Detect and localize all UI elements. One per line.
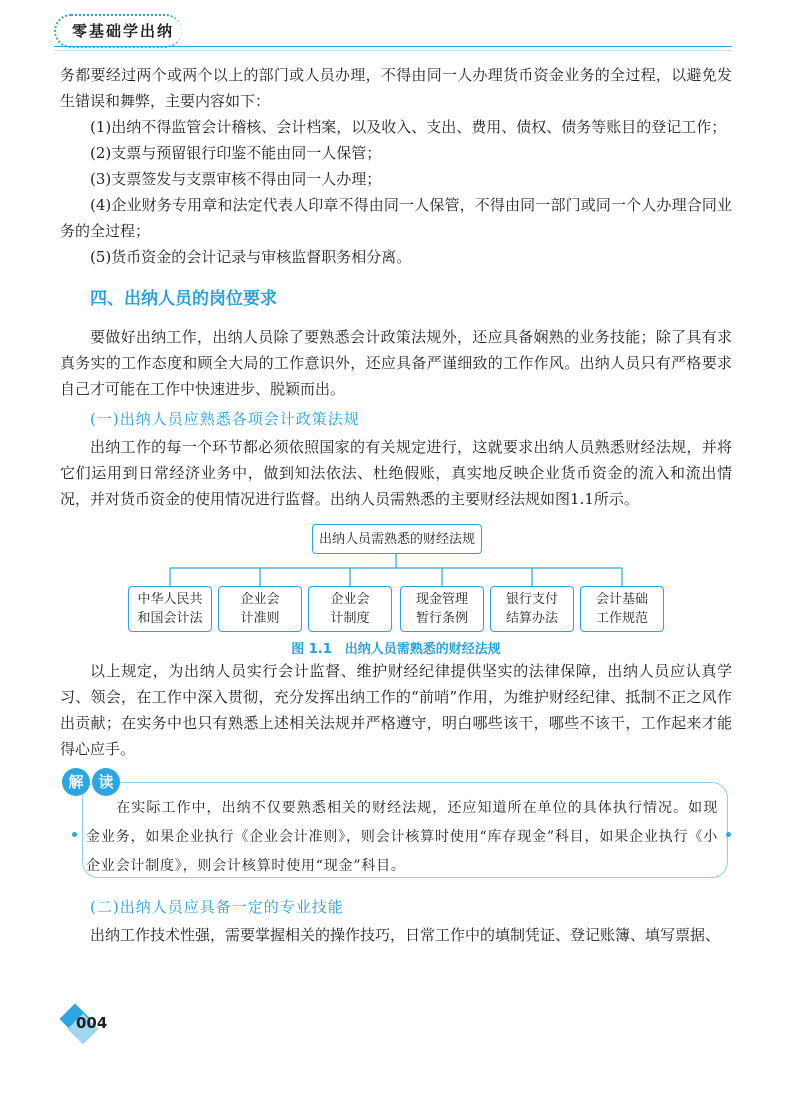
page-number: 004 <box>76 1014 108 1032</box>
subsection-2-paragraph: 出纳工作技术性强，需要掌握相关的操作技巧，日常工作中的填制凭证、登记账簿、填写票据、 <box>90 926 721 944</box>
node-3-line2: 计制度 <box>330 611 370 626</box>
section-intro-paragraph: 要做好出纳工作，出纳人员除了要熟悉会计政策法规外，还应具备娴熟的业务技能；除了具有求真务实的工作态度和顾全大局的工作意识外，还应具备严谨细致的工作作风。出纳人员只有严格要求自己才可能在工作中快速进步、脱颖而出。 <box>60 328 732 398</box>
book-title: 零基础学出纳 <box>72 22 175 40</box>
diagram-node-1 <box>128 586 212 632</box>
node-1-line1: 中华人民共 <box>137 592 203 607</box>
node-1-line2: 和国会计法 <box>137 611 203 626</box>
diagram-node-6 <box>580 586 664 632</box>
frame-dot-left <box>72 832 77 837</box>
node-4-line2: 暂行条例 <box>415 611 468 626</box>
header-rule <box>54 46 732 47</box>
node-5-line2: 结算办法 <box>505 611 558 626</box>
list-item-2: (2)支票与预留银行印鉴不能由同一人保管； <box>90 144 382 162</box>
diagram-node-4 <box>400 586 484 632</box>
paragraph-continuation: 务都要经过两个或两个以上的部门或人员办理，不得由同一人办理货币资金业务的全过程，以避免发生错误和舞弊，主要内容如下： <box>60 66 732 110</box>
header-rule-thin <box>54 50 732 51</box>
frame-dot-right <box>726 832 731 837</box>
section-heading: 四、出纳人员的岗位要求 <box>90 289 277 309</box>
subsection-1-paragraph: 出纳工作的每一个环节都必须依照国家的有关规定进行，这就要求出纳人员熟悉财经法规，并将它们运用到日常经济业务中，做到知法依法、杜绝假账，真实地反映企业货币资金的流入和流出情况，并对货币资金的使用情况进行监督。出纳人员需熟悉的主要财经法规如图1.1所示。 <box>60 438 732 508</box>
node-5-line1: 银行支付 <box>505 592 558 607</box>
diagram-root-node: 出纳人员需熟悉的财经法规 <box>312 524 482 554</box>
node-6-line2: 工作规范 <box>595 611 648 626</box>
figure-caption: 图 1.1 出纳人员需熟悉的财经法规 <box>291 642 501 657</box>
interpretation-badge-2: 读 <box>92 768 120 796</box>
diagram-node-2 <box>218 586 302 632</box>
regulations-diagram <box>60 518 732 658</box>
node-3-line1: 企业会 <box>330 592 370 607</box>
node-6-line1: 会计基础 <box>595 592 648 607</box>
after-diagram-paragraph: 以上规定，为出纳人员实行会计监督、维护财经纪律提供坚实的法律保障，出纳人员应认真学习、领会，在工作中深入贯彻，充分发挥出纳工作的“前哨”作用，为维护财经纪律、抵制不正之风作出贡献；在实务中也只有熟悉上述相关法规并严格遵守，明白哪些该干，哪些不该干，工作起来才能得心应手。 <box>60 662 732 758</box>
interpretation-text <box>86 794 718 881</box>
list-item-1: (1)出纳不得监管会计稽核、会计档案，以及收入、支出、费用、债权、债务等账目的登记工作； <box>90 118 727 136</box>
list-item-4: (4)企业财务专用章和法定代表人印章不得由同一人保管，不得由同一部门或同一个人办理合同业务的全过程； <box>60 196 732 240</box>
node-4-line1: 现金管理 <box>415 592 468 607</box>
interpretation-box <box>60 768 732 886</box>
interpretation-badge-1: 解 <box>62 768 90 796</box>
diagram-node-5 <box>490 586 574 632</box>
node-2-line1: 企业会 <box>240 592 280 607</box>
interpretation-body: 在实际工作中，出纳不仅要熟悉相关的财经法规，还应知道所在单位的具体执行情况。如现金业务，如果企业执行《企业会计准则》，则会计核算时使用“库存现金”科目，如果企业执行《小企业会计制度》，则会计核算时使用“现金”科目。 <box>86 800 718 874</box>
node-2-line2: 计准则 <box>240 611 280 626</box>
page-content <box>60 56 732 948</box>
subsection-heading-2: (二)出纳人员应具备一定的专业技能 <box>90 898 344 916</box>
list-item-3: (3)支票签发与支票审核不得由同一人办理； <box>90 170 382 188</box>
diagram-node-3 <box>308 586 392 632</box>
page-header <box>0 0 790 56</box>
subsection-heading-1: (一)出纳人员应熟悉各项会计政策法规 <box>90 410 360 428</box>
page-number-block <box>62 1006 122 1042</box>
list-item-5: (5)货币资金的会计记录与审核监督职务相分离。 <box>90 248 412 266</box>
